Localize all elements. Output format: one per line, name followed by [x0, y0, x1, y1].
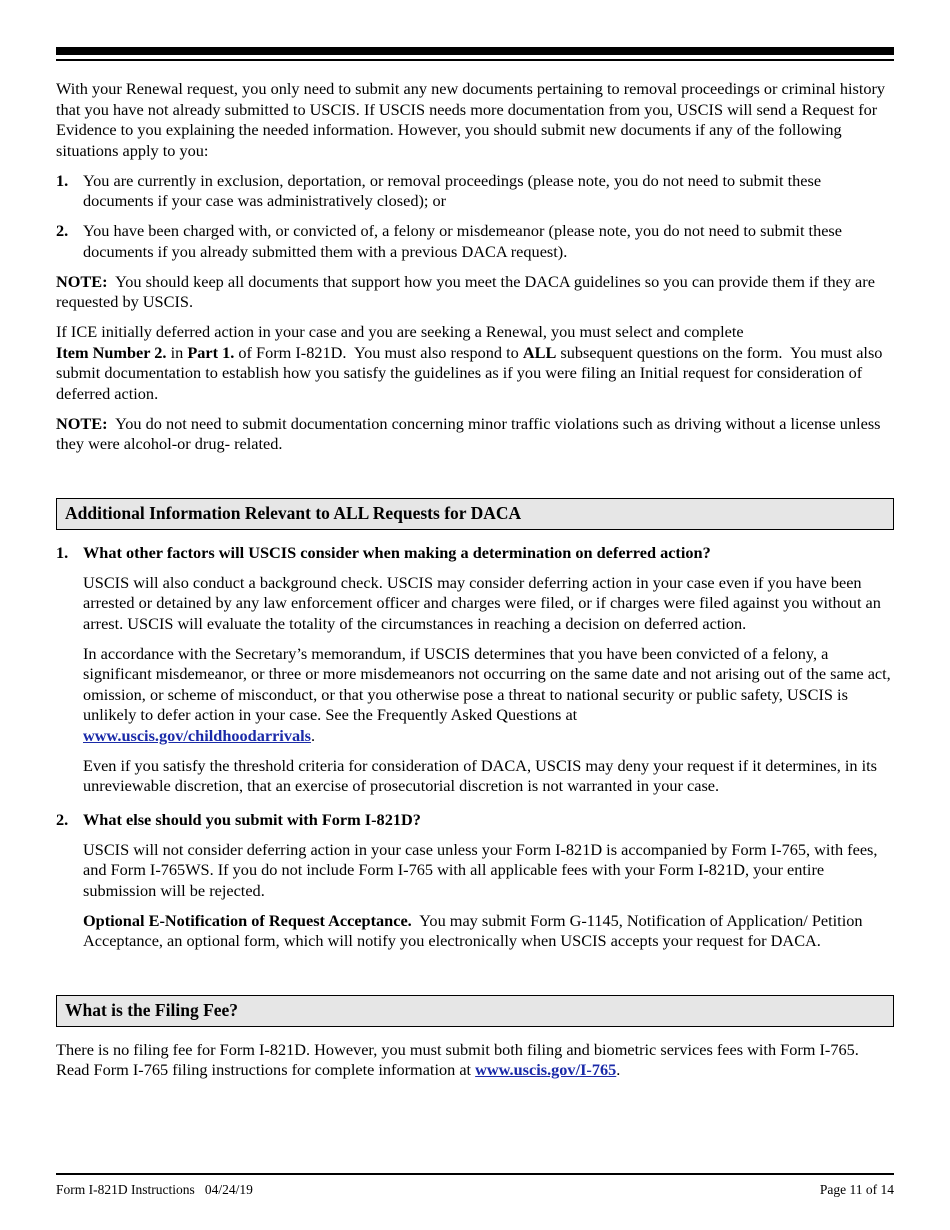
childhood-arrivals-link[interactable]: www.uscis.gov/childhoodarrivals: [83, 725, 311, 745]
header-rule-thick: [56, 47, 894, 55]
footer-form-id: Form I-821D Instructions 04/24/19: [56, 1182, 253, 1197]
note-label: NOTE:: [56, 271, 108, 291]
ice-part: Part 1.: [187, 342, 235, 362]
list-item-text: You are currently in exclusion, deportation, or removal proceedings (please note, you do not need to submit these documents if your case was administratively closed); or: [83, 170, 822, 210]
i-765-link[interactable]: www.uscis.gov/I-765: [475, 1060, 617, 1079]
ice-all: ALL: [522, 342, 557, 362]
page-footer: [56, 1182, 894, 1198]
list-item: [56, 221, 894, 262]
question-1: [56, 543, 894, 564]
filing-fee-text-end: .: [616, 1060, 621, 1079]
list-item-number: 1.: [56, 170, 69, 190]
note-label: NOTE:: [56, 413, 108, 433]
answer-paragraph: USCIS will not consider deferring action in your case unless your Form I-821D is accompanied by Form I-765, with fees, and Form I-765WS. If you do not include Form I-765 with all applicable fees with your Form I-821D, your entire submission will be rejected.: [83, 839, 878, 900]
list-item-number: 2.: [56, 221, 69, 240]
header-rule-thin: [56, 59, 894, 61]
section-heading-filing-fee: What is the Filing Fee?: [56, 995, 894, 1027]
intro-paragraph: With your Renewal request, you only need to submit any new documents pertaining to removal proceedings or criminal history that you have not already submitted to USCIS. If USCIS needs more documentation from you, USCIS will send a Request for Evidence to you explaining the needed information. However, you should submit new documents if any of the following situations apply to you:: [56, 79, 886, 160]
section-heading-additional-info: Additional Information Relevant to ALL Requests for DACA: [56, 498, 894, 530]
footer-rule: [56, 1173, 894, 1175]
ice-text-in: in: [166, 342, 188, 362]
list-item-text: You have been charged with, or convicted of, a felony or misdemeanor (please note, you do not need to submit these documents if you already submitted them with a previous DACA request).: [83, 221, 842, 261]
ice-paragraph: [56, 322, 894, 404]
e-notification-text: You may submit Form G-1145, Notification of Application/ Petition Acceptance, an optional form, which will notify you electronically when USCIS accepts your request for DACA.: [83, 910, 866, 950]
answer-paragraph: [83, 644, 894, 747]
answer-paragraph: USCIS will also conduct a background check. USCIS may consider deferring action in your case even if you have been arrested or detained by any law enforcement officer and charges were filed, or if charges were filed against you without an arrest. USCIS will evaluate the totality of the circumstances in reaching a decision on deferred action.: [83, 572, 881, 633]
answer-text-end: .: [310, 725, 316, 745]
answer-paragraph: [83, 911, 894, 952]
ice-text-a: If ICE initially deferred action in your case and you are seeking a Renewal, you must select and complete: [56, 322, 744, 341]
question-2: [56, 810, 894, 831]
question-text: What else should you submit with Form I-821D?: [83, 809, 421, 829]
question-text: What other factors will USCIS consider when making a determination on deferred action?: [83, 542, 711, 562]
question-number: 1.: [56, 542, 69, 562]
filing-fee-paragraph: [56, 1040, 894, 1081]
note-paragraph: [56, 414, 894, 455]
answer-text: In accordance with the Secretary’s memorandum, if USCIS determines that you have been convicted of a felony, a significant misdemeanor, or three or more misdemeanors not occurring on the same date and not arising out of the same act, omission, or scheme of misconduct, or that you otherwise pose a threat to national security or public safety, USCIS is unlikely to defer action in your case. See the Frequently Asked Questions at: [83, 643, 891, 724]
question-number: 2.: [56, 809, 69, 829]
e-notification-label: Optional E-Notification of Request Acceptance.: [83, 910, 412, 930]
answer-paragraph: Even if you satisfy the threshold criteria for consideration of DACA, USCIS may deny your request if it determines, in its unreviewable discretion, that an exercise of prosecutorial discretion is not warranted in your case.: [83, 755, 877, 795]
footer-page-number: Page 11 of 14: [819, 1182, 894, 1197]
list-item: [56, 171, 894, 212]
ice-text-c: subsequent questions on the form. You must also submit documentation to establish how you satisfy the guidelines as if you were filing an Initial request for consideration of deferred action.: [56, 342, 887, 403]
note-text: You should keep all documents that support how you meet the DACA guidelines so you can provide them if they are requested by USCIS.: [56, 271, 880, 311]
note-text: You do not need to submit documentation concerning minor traffic violations such as driving without a license unless they were alcohol-or drug- related.: [56, 413, 885, 453]
ice-item-number: Item Number 2.: [56, 342, 167, 362]
filing-fee-text: There is no filing fee for Form I-821D. However, you must submit both filing and biometric services fees with Form I-765. Read Form I-765 filing instructions for complete information at: [56, 1039, 859, 1079]
ice-text-b: of Form I-821D. You must also respond to: [234, 342, 523, 362]
document-body: [56, 79, 894, 1090]
note-paragraph: [56, 272, 894, 313]
